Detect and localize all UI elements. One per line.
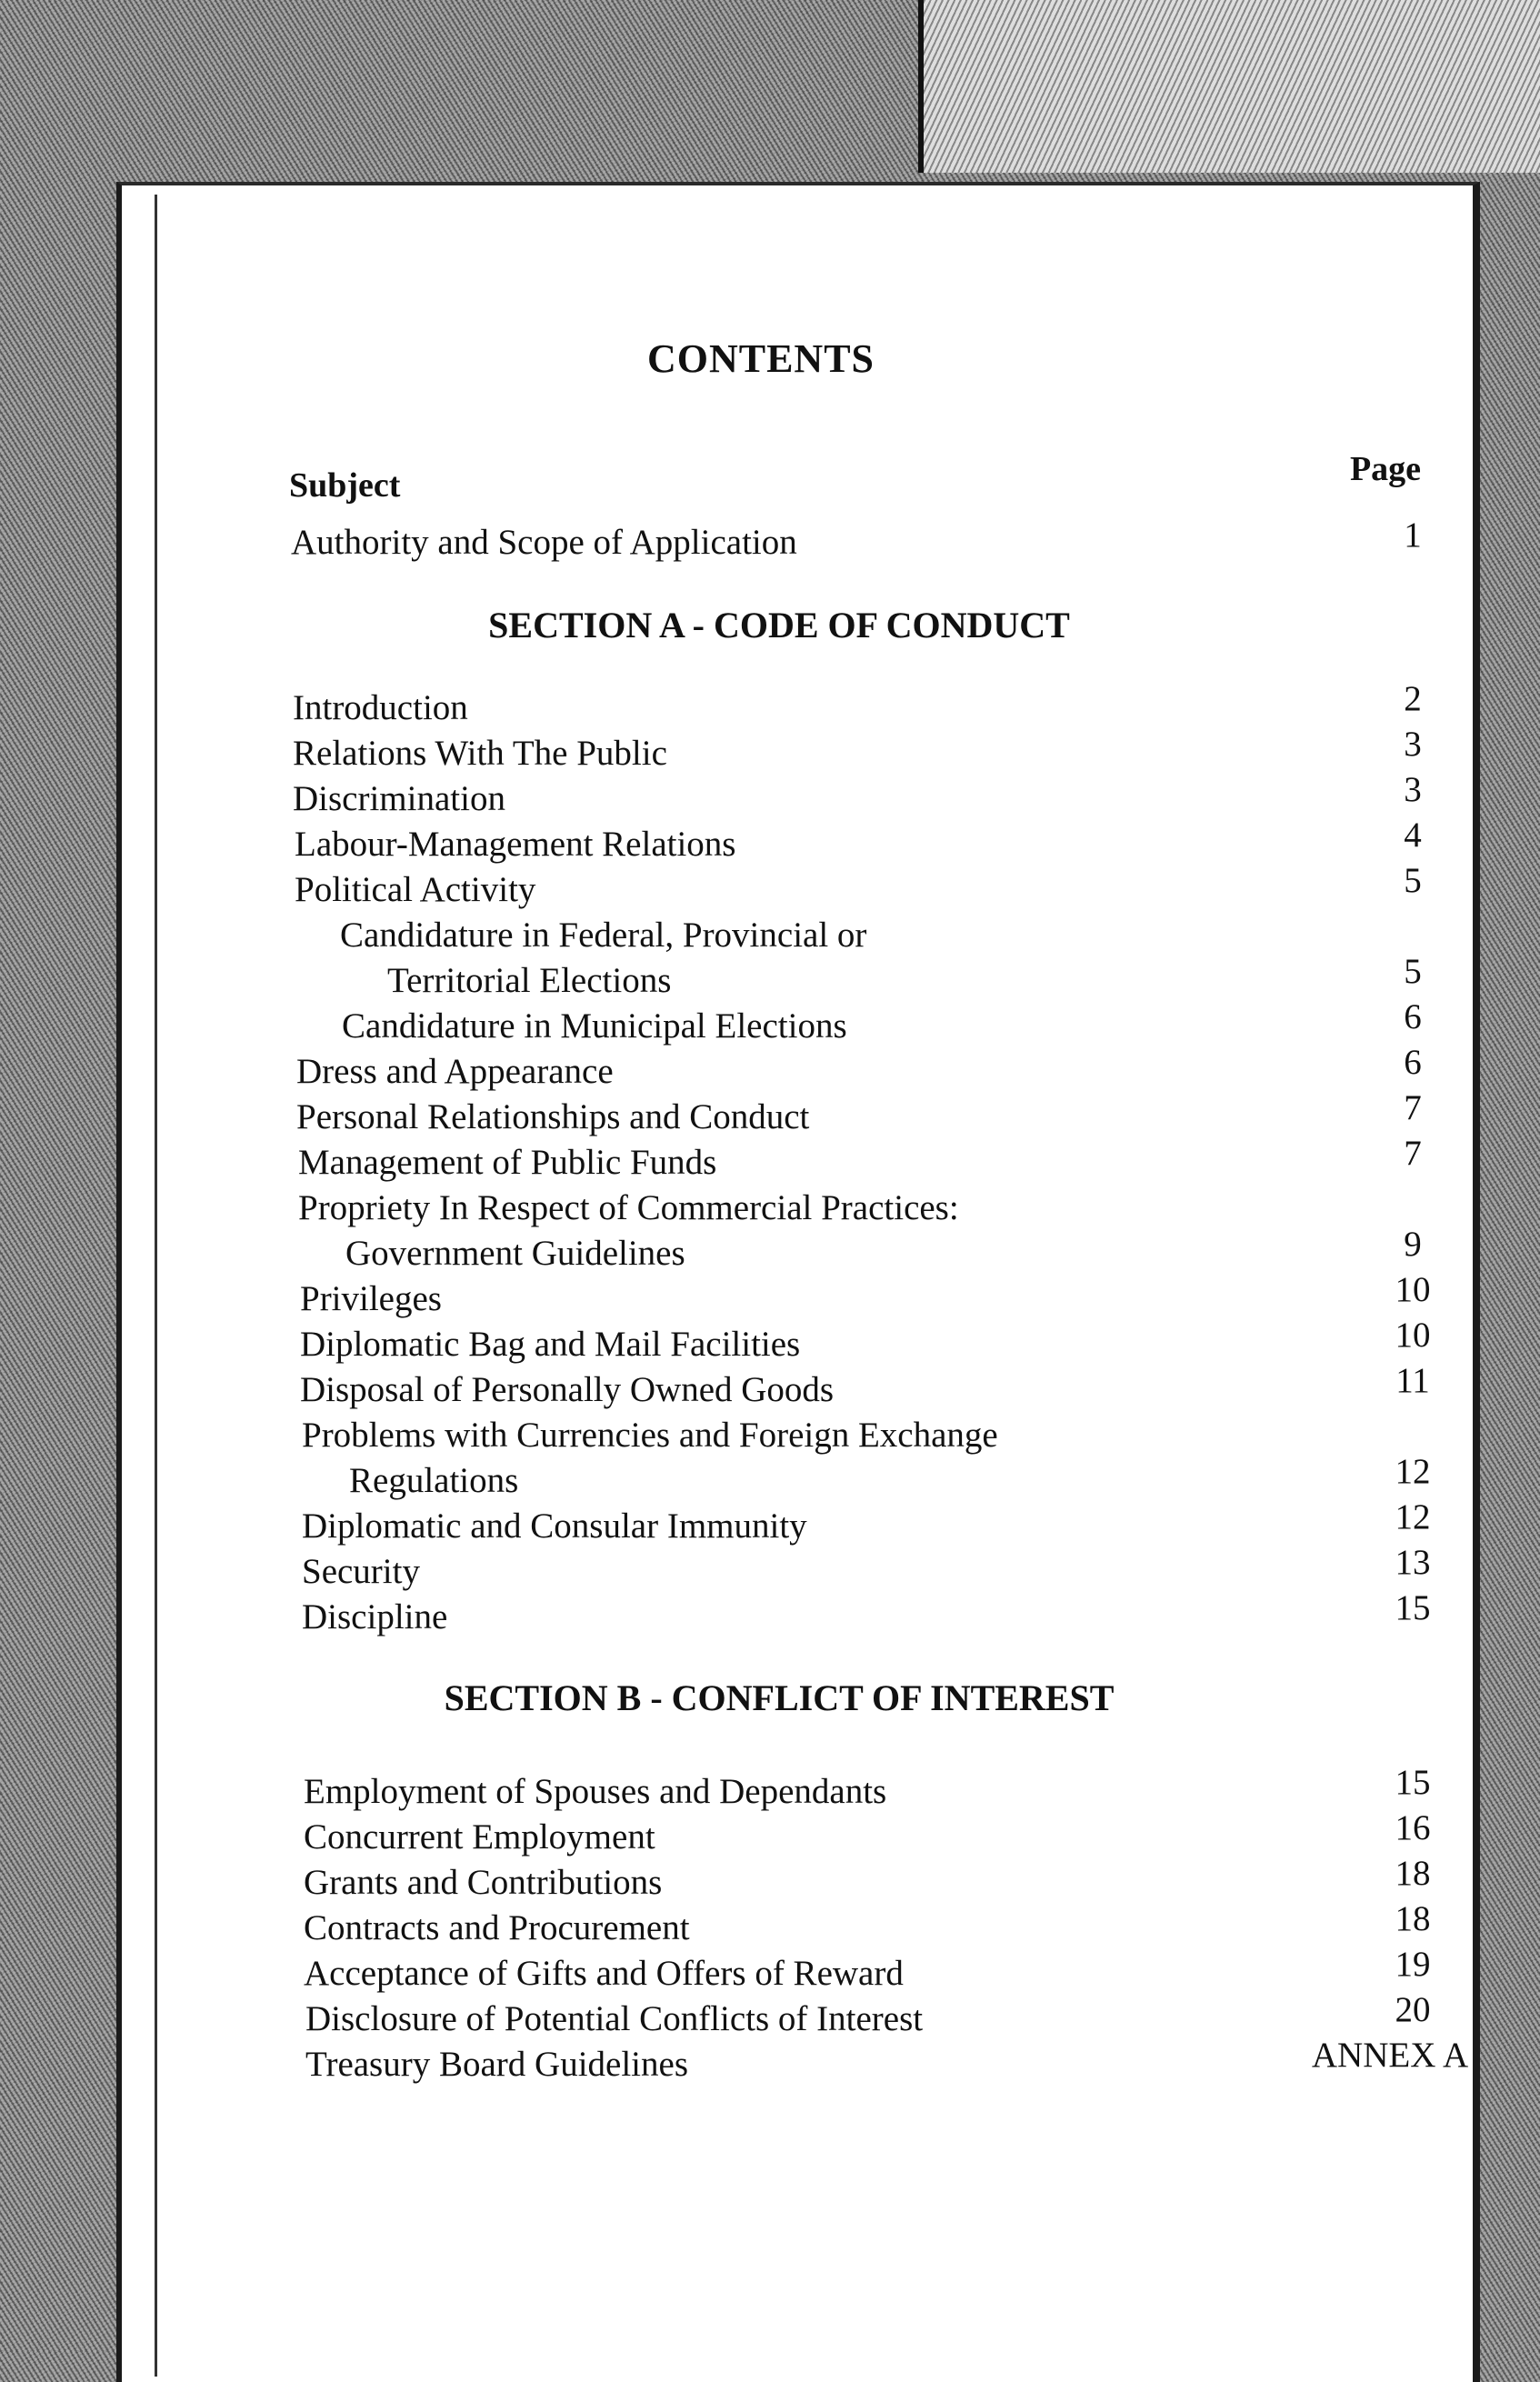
toc-entry-label: Treasury Board Guidelines (305, 2045, 689, 2084)
toc-entry-page: 5 (1404, 952, 1422, 991)
toc-entry[interactable] (122, 1043, 1485, 1096)
toc-entry[interactable] (122, 952, 1485, 1006)
toc-entry-page: 1 (1404, 515, 1422, 555)
toc-entry-label: Territorial Elections (387, 961, 672, 1000)
subject-column-header: Subject (289, 466, 401, 505)
toc-entry[interactable] (122, 1415, 1485, 1460)
toc-entry-page: 3 (1404, 770, 1422, 809)
toc-entry-page: 6 (1404, 997, 1422, 1036)
toc-entry[interactable] (122, 515, 1485, 567)
toc-entry-page: 15 (1395, 1588, 1431, 1627)
toc-entry-label: Grants and Contributions (304, 1863, 663, 1902)
toc-entry-page: 5 (1404, 861, 1422, 900)
toc-entry[interactable] (122, 1763, 1485, 1817)
toc-entry-page: 7 (1404, 1134, 1422, 1173)
toc-entry-label: Regulations (349, 1461, 519, 1500)
toc-entry-label: Dress and Appearance (296, 1052, 614, 1091)
toc-entry-page: 6 (1404, 1043, 1422, 1082)
toc-entry[interactable] (122, 1088, 1485, 1142)
toc-entry-label: Disclosure of Potential Conflicts of Interest (305, 1999, 924, 2038)
toc-entry-page: 11 (1395, 1361, 1430, 1400)
toc-entry-label: Employment of Spouses and Dependants (304, 1772, 887, 1811)
toc-entry[interactable] (122, 1588, 1485, 1642)
toc-entry-label: Discipline (302, 1597, 448, 1636)
toc-entry-label: Labour-Management Relations (295, 825, 736, 864)
toc-entry-label: Disposal of Personally Owned Goods (300, 1370, 835, 1409)
toc-entry-label: Personal Relationships and Conduct (296, 1097, 810, 1136)
toc-entry-page: 7 (1404, 1088, 1422, 1127)
toc-entry-label: Concurrent Employment (304, 1817, 655, 1857)
toc-entry-page: 9 (1404, 1225, 1422, 1264)
toc-entry-page: 4 (1404, 816, 1422, 855)
toc-entry-page: 20 (1395, 1990, 1431, 2029)
toc-entry[interactable] (122, 1187, 1485, 1233)
toc-entry-label: Discrimination (293, 779, 505, 818)
section-a-heading: SECTION A - CODE OF CONDUCT (488, 605, 1070, 646)
toc-entry[interactable] (122, 1899, 1485, 1953)
toc-entry[interactable] (122, 1808, 1485, 1862)
toc-entry-page: 18 (1395, 1899, 1431, 1938)
toc-entry[interactable] (122, 1270, 1485, 1324)
toc-entry-label: Government Guidelines (345, 1234, 685, 1273)
toc-entry[interactable] (122, 1316, 1485, 1369)
toc-entry[interactable] (122, 1945, 1485, 1998)
toc-entry-page: 2 (1404, 679, 1422, 718)
toc-entry-label: Management of Public Funds (298, 1143, 717, 1182)
toc-entry[interactable] (122, 725, 1485, 778)
toc-entry-label: Security (302, 1552, 420, 1591)
toc-entry[interactable] (122, 1134, 1485, 1187)
toc-entry-page: 13 (1395, 1543, 1431, 1582)
toc-entry[interactable] (122, 1543, 1485, 1596)
toc-entry-page: 12 (1395, 1452, 1431, 1491)
toc-entry-label: Problems with Currencies and Foreign Exchange (302, 1416, 998, 1455)
toc-entry[interactable] (122, 1361, 1485, 1415)
background-book-edge (918, 0, 1540, 173)
section-b-heading: SECTION B - CONFLICT OF INTEREST (444, 1677, 1115, 1718)
toc-entry-label: Acceptance of Gifts and Offers of Reward (304, 1954, 904, 1993)
toc-entry[interactable] (122, 1225, 1485, 1278)
toc-entry-label: Candidature in Municipal Elections (342, 1006, 847, 1046)
toc-entry-page: 10 (1395, 1270, 1431, 1309)
toc-entry-label: Diplomatic Bag and Mail Facilities (300, 1325, 801, 1364)
toc-entry[interactable] (122, 679, 1485, 733)
toc-entry-page: 19 (1395, 1945, 1431, 1984)
toc-entry-label: Candidature in Federal, Provincial or (340, 916, 867, 955)
toc-entry-page: 18 (1395, 1854, 1431, 1893)
toc-entry-label: Diplomatic and Consular Immunity (302, 1506, 807, 1546)
toc-entry[interactable] (122, 915, 1485, 960)
toc-entry[interactable] (122, 816, 1485, 869)
toc-entry[interactable] (122, 997, 1485, 1051)
toc-entry-page: 16 (1395, 1808, 1431, 1847)
toc-entry-label: Contracts and Procurement (304, 1908, 690, 1947)
document-page (116, 182, 1480, 2382)
toc-entry-label: Authority and Scope of Application (291, 523, 797, 562)
toc-entry[interactable] (122, 1854, 1485, 1907)
toc-entry[interactable] (122, 1990, 1485, 2044)
toc-entry-label: Privileges (300, 1279, 442, 1318)
toc-entry-label: Relations With The Public (293, 734, 667, 773)
toc-entry[interactable] (122, 1452, 1485, 1506)
toc-entry[interactable] (122, 861, 1485, 915)
toc-entry-page: 3 (1404, 725, 1422, 764)
toc-entry-page: ANNEX A (1311, 2036, 1469, 2075)
toc-entry-page: 12 (1395, 1497, 1431, 1536)
toc-entry-page: 15 (1395, 1763, 1431, 1802)
toc-entry[interactable] (122, 1497, 1485, 1551)
toc-entry-page: 10 (1395, 1316, 1431, 1355)
page-title: CONTENTS (646, 336, 875, 381)
page-column-header: Page (1349, 450, 1422, 488)
toc-entry[interactable] (122, 770, 1485, 824)
toc-entry-label: Political Activity (295, 870, 536, 909)
toc-entry[interactable] (122, 2036, 1485, 2089)
toc-entry-label: Propriety In Respect of Commercial Practices: (298, 1188, 959, 1227)
toc-entry-label: Introduction (293, 688, 468, 727)
